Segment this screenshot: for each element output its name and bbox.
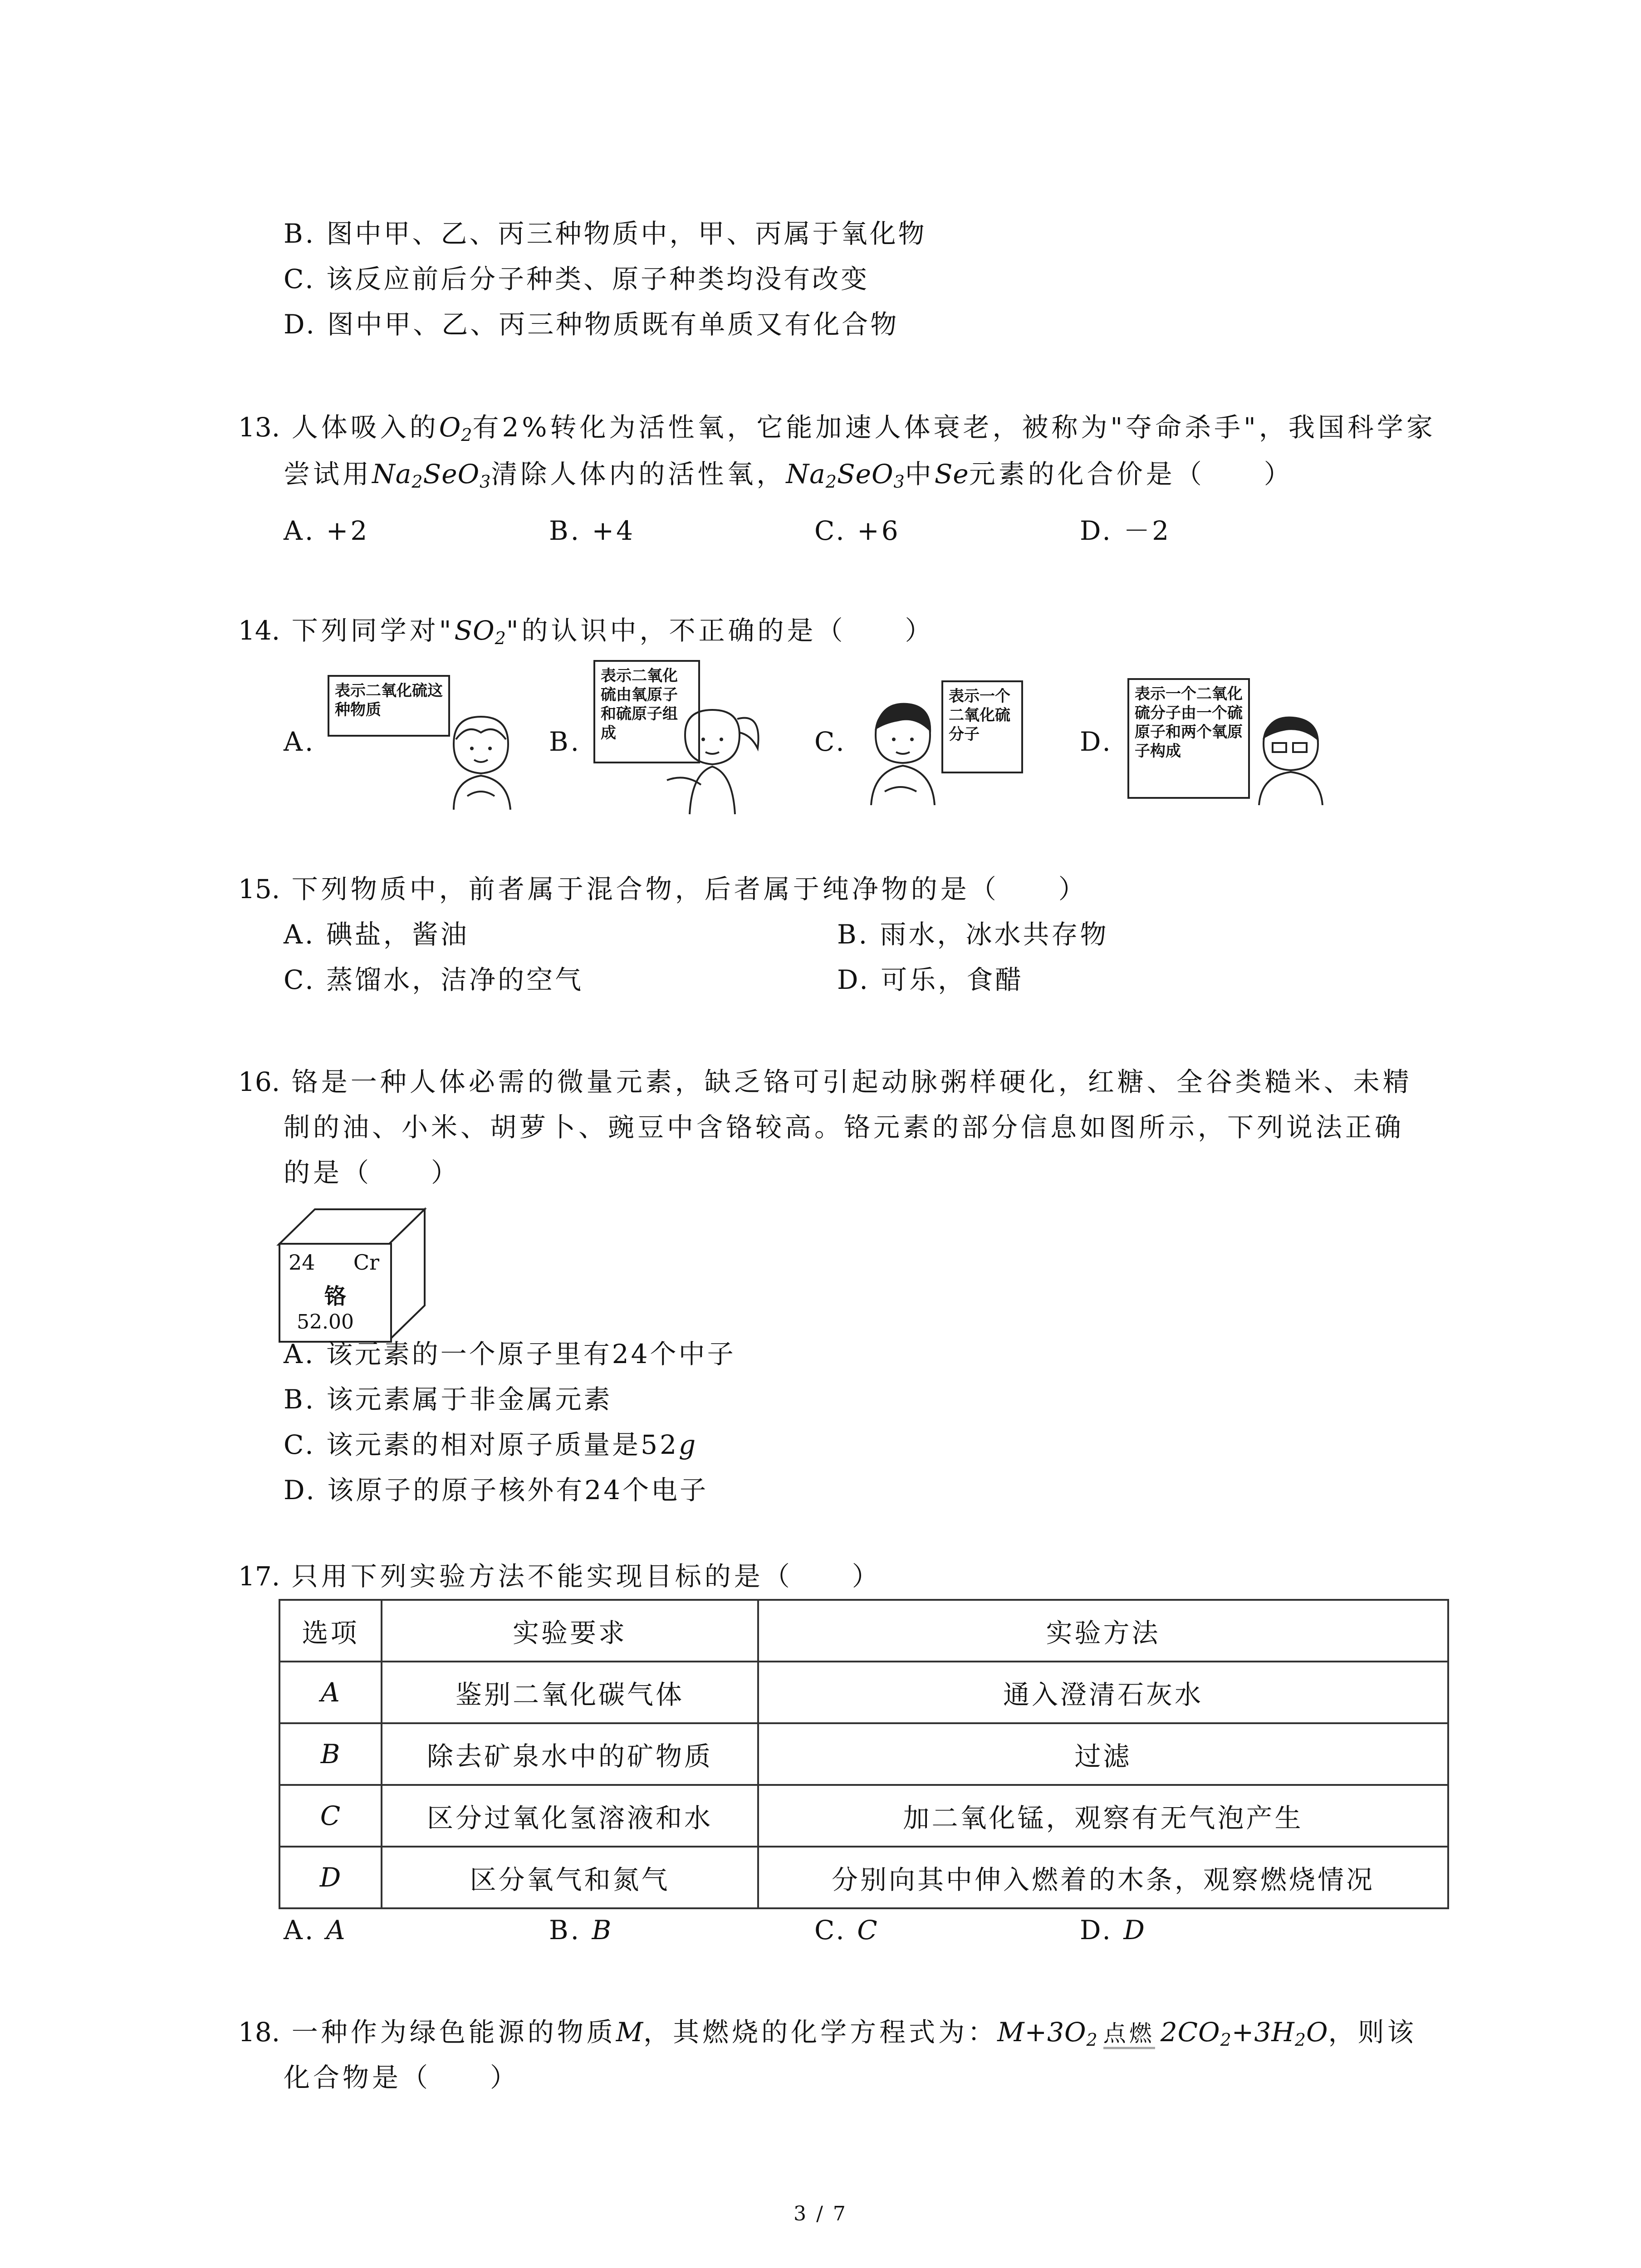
formula-so2: $SO_2$ xyxy=(454,615,506,648)
speech-bubble-b: 表示二氧化硫由氧原子和硫原子组成 xyxy=(593,660,700,763)
experiment-table xyxy=(279,1599,1449,1909)
table-cell: 加二氧化锰，观察有无气泡产生 xyxy=(758,1785,1448,1847)
q17-option-a: A. A xyxy=(284,1915,346,1945)
equation-condition: 点燃 xyxy=(1103,2020,1155,2049)
table-header: 实验方法 xyxy=(758,1600,1448,1662)
girl-figure-icon xyxy=(436,708,526,812)
table-cell: A xyxy=(321,1677,340,1708)
speech-bubble-c: 表示一个二氧化硫分子 xyxy=(941,680,1023,773)
unit-g: g xyxy=(679,1429,696,1460)
q13-number: 13. xyxy=(238,412,280,443)
q16-line-2: 制的油、小米、胡萝卜、豌豆中含铬较高。铬元素的部分信息如图所示，下列说法正确 xyxy=(284,1112,1405,1143)
q14-number: 14. xyxy=(238,615,280,646)
table-cell: C xyxy=(320,1800,341,1831)
q14-option-c-label: C. xyxy=(814,726,847,757)
q15-option-d: D. 可乐，食醋 xyxy=(837,964,1024,995)
speech-bubble-d: 表示一个二氧化硫分子由一个硫原子和两个氧原子构成 xyxy=(1127,678,1250,799)
q14-stem: 14. 下列同学对"$SO_2$"的认识中，不正确的是（ ） xyxy=(238,615,935,648)
girl-ponytail-figure-icon xyxy=(658,699,767,816)
q15-option-b: B. 雨水，冰水共存物 xyxy=(837,919,1109,950)
table-row xyxy=(279,1723,1448,1785)
q12-option-b: B. 图中甲、乙、丙三种物质中，甲、丙属于氧化物 xyxy=(284,218,927,249)
table-cell: D xyxy=(319,1862,342,1893)
boy-figure-icon xyxy=(857,694,948,807)
equation-products: $2CO_2+3H_2O$ xyxy=(1160,2017,1328,2050)
q18-line-2: 化合物是（ ） xyxy=(284,2062,520,2093)
symbol-se: Se xyxy=(934,459,969,489)
formula-na2seo3: $Na_2SeO_3$ xyxy=(372,459,491,492)
q13-line-1 xyxy=(238,409,1436,445)
q17-stem: 17. 只用下列实验方法不能实现目标的是（ ） xyxy=(238,1561,882,1592)
formula-na2seo3: $Na_2SeO_3$ xyxy=(786,459,905,492)
boy-glasses-figure-icon xyxy=(1250,708,1332,807)
q13-line-2: 尝试用$Na_2SeO_3$清除人体内的活性氧，$Na_2SeO_3$中Se元素的化合价是（ ） xyxy=(284,459,1293,492)
q18-number: 18. xyxy=(238,2017,280,2048)
table-cell: 区分氧气和氮气 xyxy=(382,1847,758,1908)
table-cell: 区分过氧化氢溶液和水 xyxy=(382,1785,758,1847)
speech-bubble-a: 表示二氧化硫这种物质 xyxy=(328,675,450,737)
formula-o2: $O_2$ xyxy=(439,412,473,445)
table-cell: 鉴别二氧化碳气体 xyxy=(382,1662,758,1723)
atomic-mass: 52.00 xyxy=(297,1310,354,1334)
table-cell: 除去矿泉水中的矿物质 xyxy=(382,1723,758,1785)
q13-option-c: C. +6 xyxy=(814,515,901,546)
table-header: 实验要求 xyxy=(382,1600,758,1662)
q13-text: 人体吸入的 xyxy=(291,412,439,443)
equation: $M+3O_2$ xyxy=(997,2017,1098,2050)
q16-line-3: 的是（ ） xyxy=(284,1157,461,1188)
q15-option-a: A. 碘盐，酱油 xyxy=(284,919,469,950)
q16-option-d: D. 该原子的原子核外有24个电子 xyxy=(284,1475,709,1505)
q16-line-1: 16. 铬是一种人体必需的微量元素，缺乏铬可引起动脉粥样硬化，红糖、全谷类糙米、未精 xyxy=(238,1066,1412,1097)
q12-option-c: C. 该反应前后分子种类、原子种类均没有改变 xyxy=(284,264,870,294)
page-number: 3 / 7 xyxy=(794,2202,847,2225)
q18-line-1: 18. 一种作为绿色能源的物质M，其燃烧的化学方程式为：$M+3O_2$ 点燃 $2CO_2+3H_2O$，则该 xyxy=(238,2017,1417,2050)
table-row xyxy=(279,1847,1448,1908)
q17-option-b: B. B xyxy=(549,1915,612,1945)
q16-number: 16. xyxy=(238,1066,280,1097)
symbol-m: M xyxy=(616,2017,644,2048)
table-cell: 分别向其中伸入燃着的木条，观察燃烧情况 xyxy=(758,1847,1448,1908)
q15-number: 15. xyxy=(238,874,280,904)
element-name: 铬 xyxy=(324,1284,346,1309)
q17-option-d: D. D xyxy=(1080,1915,1145,1945)
q13-option-d: D. －2 xyxy=(1080,515,1171,546)
table-cell: 过滤 xyxy=(758,1723,1448,1785)
table-header-row xyxy=(279,1600,1448,1662)
q17-option-c: C. C xyxy=(814,1915,878,1945)
q14-option-b-label: B. xyxy=(549,726,582,757)
q16-option-c: C. 该元素的相对原子质量是52g xyxy=(284,1429,696,1460)
q13-text: 有2%转化为活性氧，它能加速人体衰老，被称为"夺命杀手"，我国科学家 xyxy=(472,412,1436,443)
table-header: 选项 xyxy=(279,1600,382,1662)
table-cell: B xyxy=(320,1739,341,1769)
table-row xyxy=(279,1662,1448,1723)
q13-option-b: B. +4 xyxy=(549,515,635,546)
q15-stem: 15. 下列物质中，前者属于混合物，后者属于纯净物的是（ ） xyxy=(238,874,1088,904)
q14-option-d-label: D. xyxy=(1080,726,1113,757)
element-card xyxy=(279,1243,392,1343)
table-cell: 通入澄清石灰水 xyxy=(758,1662,1448,1723)
table-row xyxy=(279,1785,1448,1847)
q16-option-a: A. 该元素的一个原子里有24个中子 xyxy=(284,1339,736,1369)
q12-option-d: D. 图中甲、乙、丙三种物质既有单质又有化合物 xyxy=(284,309,899,340)
q16-option-b: B. 该元素属于非金属元素 xyxy=(284,1384,612,1415)
atomic-number: 24 xyxy=(289,1250,315,1275)
element-symbol: Cr xyxy=(353,1250,379,1275)
q13-option-a: A. +2 xyxy=(284,515,370,546)
q17-number: 17. xyxy=(238,1561,280,1592)
q15-option-c: C. 蒸馏水，洁净的空气 xyxy=(284,964,584,995)
q14-option-a-label: A. xyxy=(284,726,316,757)
